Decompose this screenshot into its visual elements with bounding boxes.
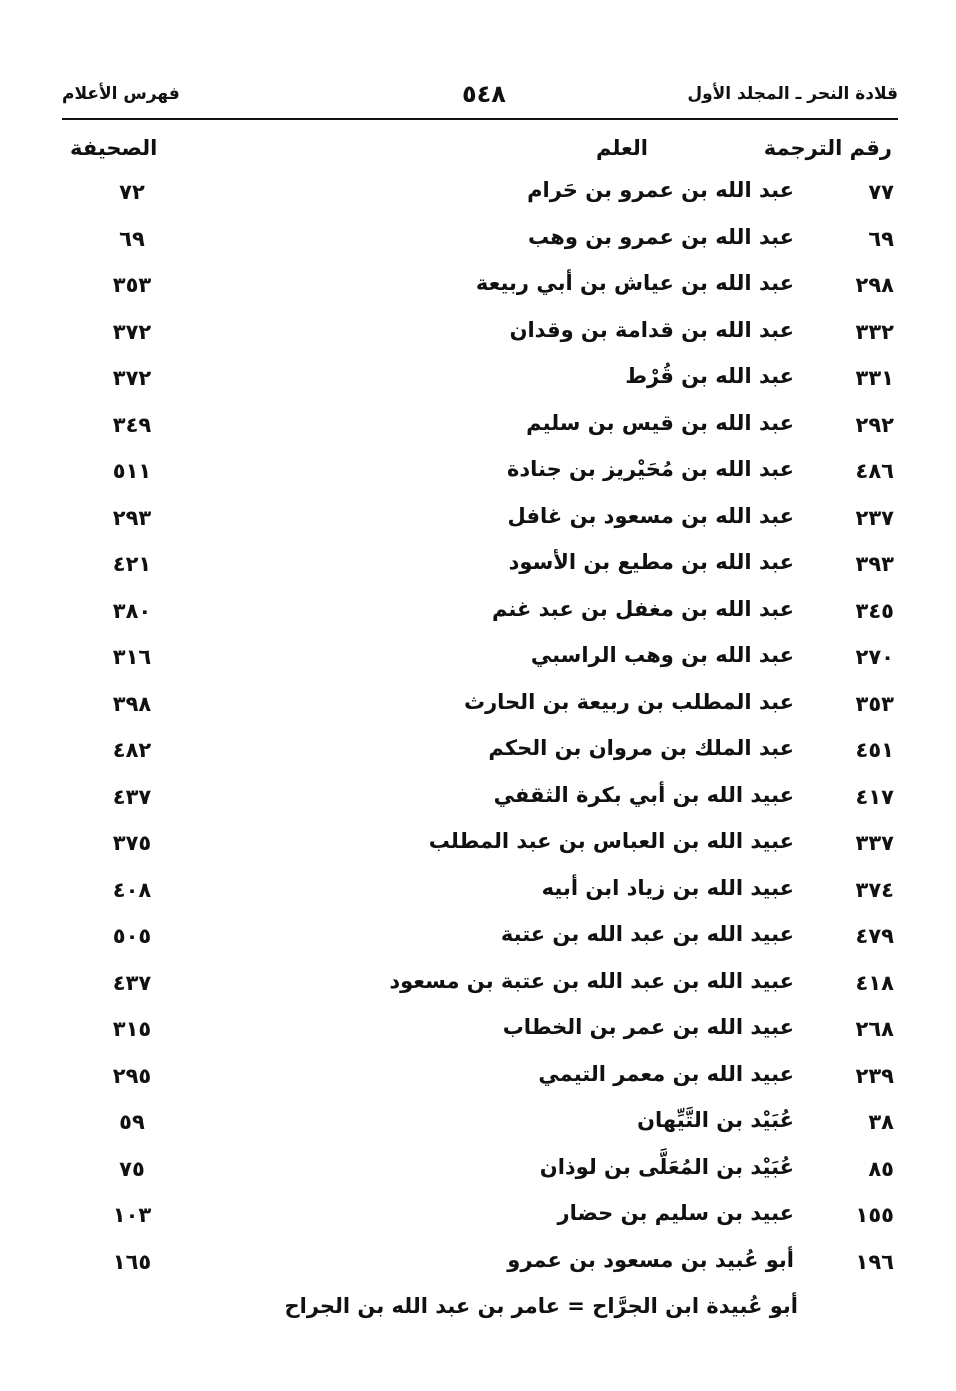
cross-reference-note: أبو عُبيدة ابن الجرَّاح = عامر بن عبد الله بن الجراح (284, 1294, 798, 1318)
index-row (62, 684, 898, 731)
entry-page: ١٦٥ (112, 1249, 152, 1274)
entry-page: ٧٥ (119, 1156, 145, 1181)
entry-page: ٣١٦ (112, 645, 152, 669)
entry-number: ١٥٥ (855, 1203, 894, 1227)
entry-number: ٤٨٦ (855, 459, 894, 483)
index-row (62, 870, 898, 917)
index-row (62, 777, 898, 824)
entry-page: ٥٠٥ (112, 924, 152, 948)
index-row (62, 219, 898, 266)
entry-page: ٢٩٥ (112, 1063, 152, 1088)
entry-number: ٨٥ (868, 1156, 894, 1181)
header-divider (62, 118, 898, 120)
index-table (62, 172, 898, 1288)
entry-page: ٤٠٨ (112, 877, 152, 902)
entry-page: ٣١٥ (112, 1017, 152, 1041)
index-row (62, 312, 898, 359)
index-row (62, 1056, 898, 1103)
entry-number: ٤٥١ (855, 738, 894, 762)
entry-name: عُبَيْد بن المُعَلَّى بن لوذان (539, 1154, 794, 1179)
entry-number: ٢٣٧ (855, 505, 894, 530)
entry-name: عبيد الله بن عبد الله بن عتبة (500, 922, 794, 946)
entry-page: ٣٤٩ (112, 412, 152, 437)
index-row (62, 1195, 898, 1242)
entry-name: عبد الله بن قدامة بن وقدان (509, 317, 794, 342)
running-header (62, 80, 898, 118)
entry-name: عبيد الله بن معمر التيمي (538, 1061, 794, 1086)
entry-number: ٤١٧ (855, 784, 894, 809)
entry-name: عبيد الله بن أبي بكرة الثقفي (493, 782, 794, 807)
column-headers (62, 136, 898, 172)
entry-page: ٣٩٨ (112, 691, 152, 716)
index-row (62, 1102, 898, 1149)
index-row (62, 591, 898, 638)
column-header-number: رقم الترجمة (763, 136, 892, 160)
entry-name: عبد الله بن مسعود بن غافل (507, 503, 794, 528)
index-row (62, 730, 898, 777)
entry-name: عبيد الله بن عمر بن الخطاب (502, 1015, 794, 1039)
entry-number: ٣٥٣ (855, 691, 894, 716)
entry-page: ٥٩ (119, 1110, 145, 1134)
book-title: قلادة النحر ـ المجلد الأول (687, 84, 898, 104)
entry-number: ٣٤٥ (855, 598, 894, 623)
column-header-page: الصحيفة (70, 136, 158, 160)
entry-name: عبيد الله بن عبد الله بن عتبة بن مسعود (389, 968, 794, 993)
entry-name: عبد الملك بن مروان بن الحكم (488, 736, 794, 760)
entry-name: عبد الله بن قُرْط (625, 364, 794, 388)
entry-number: ٤٧٩ (855, 924, 894, 948)
entry-page: ٦٩ (119, 226, 145, 251)
entry-number: ٧٧ (868, 180, 894, 204)
index-row (62, 405, 898, 452)
entry-name: عبد الله بن مُحَيْريز بن جنادة (506, 457, 794, 481)
index-row (62, 1242, 898, 1289)
index-row (62, 963, 898, 1010)
entry-name: عبيد الله بن العباس بن عبد المطلب (428, 829, 794, 853)
entry-name: عبيد بن سليم بن حضار (557, 1201, 794, 1225)
entry-number: ٢٧٠ (855, 645, 894, 669)
entry-name: عبد المطلب بن ربيعة بن الحارث (463, 689, 794, 714)
entry-page: ٢٩٣ (112, 505, 152, 530)
index-row (62, 265, 898, 312)
entry-page: ٣٧٢ (112, 319, 152, 344)
page-number: ٥٤٨ (462, 80, 506, 108)
index-row (62, 544, 898, 591)
entry-page: ١٠٣ (112, 1203, 152, 1227)
entry-page: ٥١١ (112, 459, 152, 483)
index-row (62, 637, 898, 684)
index-row (62, 1009, 898, 1056)
entry-page: ٣٨٠ (112, 598, 152, 623)
entry-number: ٢٩٨ (855, 273, 894, 297)
entry-page: ٤٣٧ (112, 784, 152, 809)
entry-number: ٢٩٢ (855, 412, 894, 437)
entry-name: عبد الله بن وهب الراسبي (530, 643, 794, 667)
entry-number: ١٩٦ (855, 1249, 894, 1274)
entry-page: ٤٣٧ (112, 970, 152, 995)
entry-page: ٤٢١ (112, 552, 152, 576)
entry-page: ٣٧٥ (112, 831, 152, 855)
entry-name: عبد الله بن عياش بن أبي ربيعة (475, 271, 794, 295)
index-row (62, 498, 898, 545)
entry-page: ٣٥٣ (112, 273, 152, 297)
entry-name: عبد الله بن مطيع بن الأسود (508, 550, 794, 574)
section-title: فهرس الأعلام (62, 84, 180, 104)
entry-page: ٧٢ (119, 180, 145, 204)
entry-name: عبد الله بن قيس بن سليم (526, 410, 794, 435)
column-header-name: العلم (596, 136, 648, 160)
entry-number: ٣٣٢ (855, 319, 894, 344)
entry-name: أبو عُبيد بن مسعود بن عمرو (507, 1247, 794, 1272)
entry-page: ٣٧٢ (112, 366, 152, 390)
entry-number: ٦٩ (868, 226, 894, 251)
index-row (62, 823, 898, 870)
entry-number: ٣٨ (868, 1110, 894, 1134)
entry-number: ٣٩٣ (855, 552, 894, 576)
entry-number: ٤١٨ (855, 970, 894, 995)
index-row (62, 358, 898, 405)
entry-page: ٤٨٢ (112, 738, 152, 762)
entry-name: عبد الله بن عمرو بن حَرام (527, 178, 794, 202)
entry-name: عبد الله بن مغفل بن عبد غنم (491, 596, 794, 621)
index-row (62, 172, 898, 219)
entry-number: ٣٣٧ (855, 831, 894, 855)
entry-number: ٣٣١ (855, 366, 894, 390)
entry-number: ٣٧٤ (855, 877, 894, 902)
index-row (62, 1149, 898, 1196)
entry-name: عُبَيْد بن التَّيِّهان (637, 1108, 794, 1132)
index-row (62, 916, 898, 963)
entry-number: ٢٦٨ (855, 1017, 894, 1041)
entry-number: ٢٣٩ (855, 1063, 894, 1088)
entry-name: عبد الله بن عمرو بن وهب (528, 224, 794, 249)
index-row (62, 451, 898, 498)
entry-name: عبيد الله بن زياد ابن أبيه (541, 875, 794, 900)
